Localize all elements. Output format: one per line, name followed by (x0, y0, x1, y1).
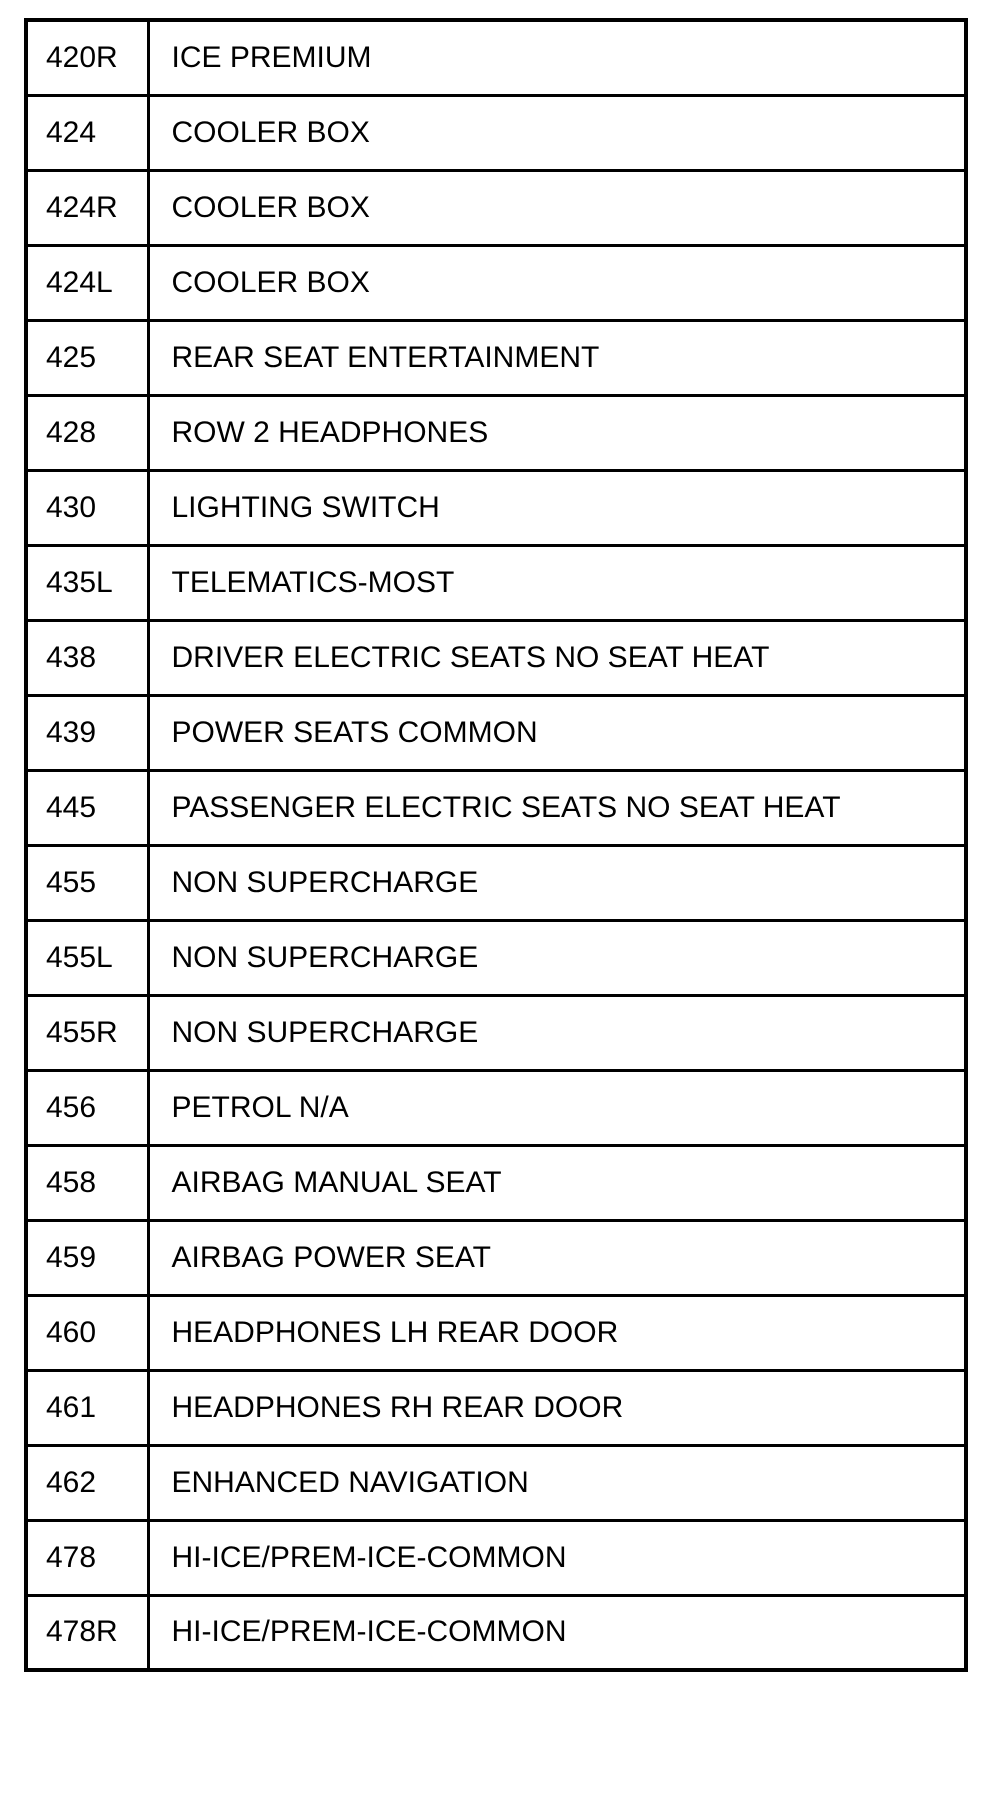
code-cell: 460 (26, 1295, 148, 1370)
code-cell: 458 (26, 1145, 148, 1220)
table-row (26, 1295, 966, 1370)
table-row (26, 1070, 966, 1145)
code-cell: 455 (26, 845, 148, 920)
code-cell: 455L (26, 920, 148, 995)
description-cell: HEADPHONES LH REAR DOOR (148, 1295, 966, 1370)
code-cell: 438 (26, 620, 148, 695)
code-cell: 478 (26, 1520, 148, 1595)
description-cell: POWER SEATS COMMON (148, 695, 966, 770)
code-cell: 428 (26, 395, 148, 470)
description-cell: COOLER BOX (148, 95, 966, 170)
code-cell: 430 (26, 470, 148, 545)
table-row (26, 1595, 966, 1670)
description-cell: NON SUPERCHARGE (148, 920, 966, 995)
description-cell: ICE PREMIUM (148, 20, 966, 95)
description-cell: TELEMATICS-MOST (148, 545, 966, 620)
table-row (26, 770, 966, 845)
description-cell: DRIVER ELECTRIC SEATS NO SEAT HEAT (148, 620, 966, 695)
table-row (26, 320, 966, 395)
description-cell: HI-ICE/PREM-ICE-COMMON (148, 1595, 966, 1670)
description-cell: PETROL N/A (148, 1070, 966, 1145)
description-cell: REAR SEAT ENTERTAINMENT (148, 320, 966, 395)
code-cell: 439 (26, 695, 148, 770)
table-row (26, 845, 966, 920)
table-row (26, 545, 966, 620)
table-body (26, 20, 966, 1670)
code-cell: 435L (26, 545, 148, 620)
code-cell: 478R (26, 1595, 148, 1670)
description-cell: PASSENGER ELECTRIC SEATS NO SEAT HEAT (148, 770, 966, 845)
description-cell: COOLER BOX (148, 245, 966, 320)
description-cell: HI-ICE/PREM-ICE-COMMON (148, 1520, 966, 1595)
code-cell: 445 (26, 770, 148, 845)
table-row (26, 695, 966, 770)
code-cell: 459 (26, 1220, 148, 1295)
table-row (26, 1520, 966, 1595)
table-row (26, 395, 966, 470)
table-row (26, 1220, 966, 1295)
table-row (26, 1145, 966, 1220)
description-cell: ROW 2 HEADPHONES (148, 395, 966, 470)
description-cell: NON SUPERCHARGE (148, 995, 966, 1070)
code-cell: 462 (26, 1445, 148, 1520)
code-cell: 425 (26, 320, 148, 395)
description-cell: COOLER BOX (148, 170, 966, 245)
code-cell: 424R (26, 170, 148, 245)
description-cell: AIRBAG MANUAL SEAT (148, 1145, 966, 1220)
code-cell: 424 (26, 95, 148, 170)
code-cell: 424L (26, 245, 148, 320)
description-cell: LIGHTING SWITCH (148, 470, 966, 545)
table-row (26, 470, 966, 545)
table-row (26, 620, 966, 695)
table-row (26, 95, 966, 170)
code-cell: 455R (26, 995, 148, 1070)
code-table (24, 18, 968, 1672)
code-cell: 420R (26, 20, 148, 95)
code-cell: 461 (26, 1370, 148, 1445)
table-row (26, 1370, 966, 1445)
description-cell: HEADPHONES RH REAR DOOR (148, 1370, 966, 1445)
description-cell: AIRBAG POWER SEAT (148, 1220, 966, 1295)
description-cell: ENHANCED NAVIGATION (148, 1445, 966, 1520)
description-cell: NON SUPERCHARGE (148, 845, 966, 920)
table-row (26, 995, 966, 1070)
table-row (26, 1445, 966, 1520)
table-row (26, 245, 966, 320)
code-cell: 456 (26, 1070, 148, 1145)
table-row (26, 170, 966, 245)
table-row (26, 920, 966, 995)
table-row (26, 20, 966, 95)
